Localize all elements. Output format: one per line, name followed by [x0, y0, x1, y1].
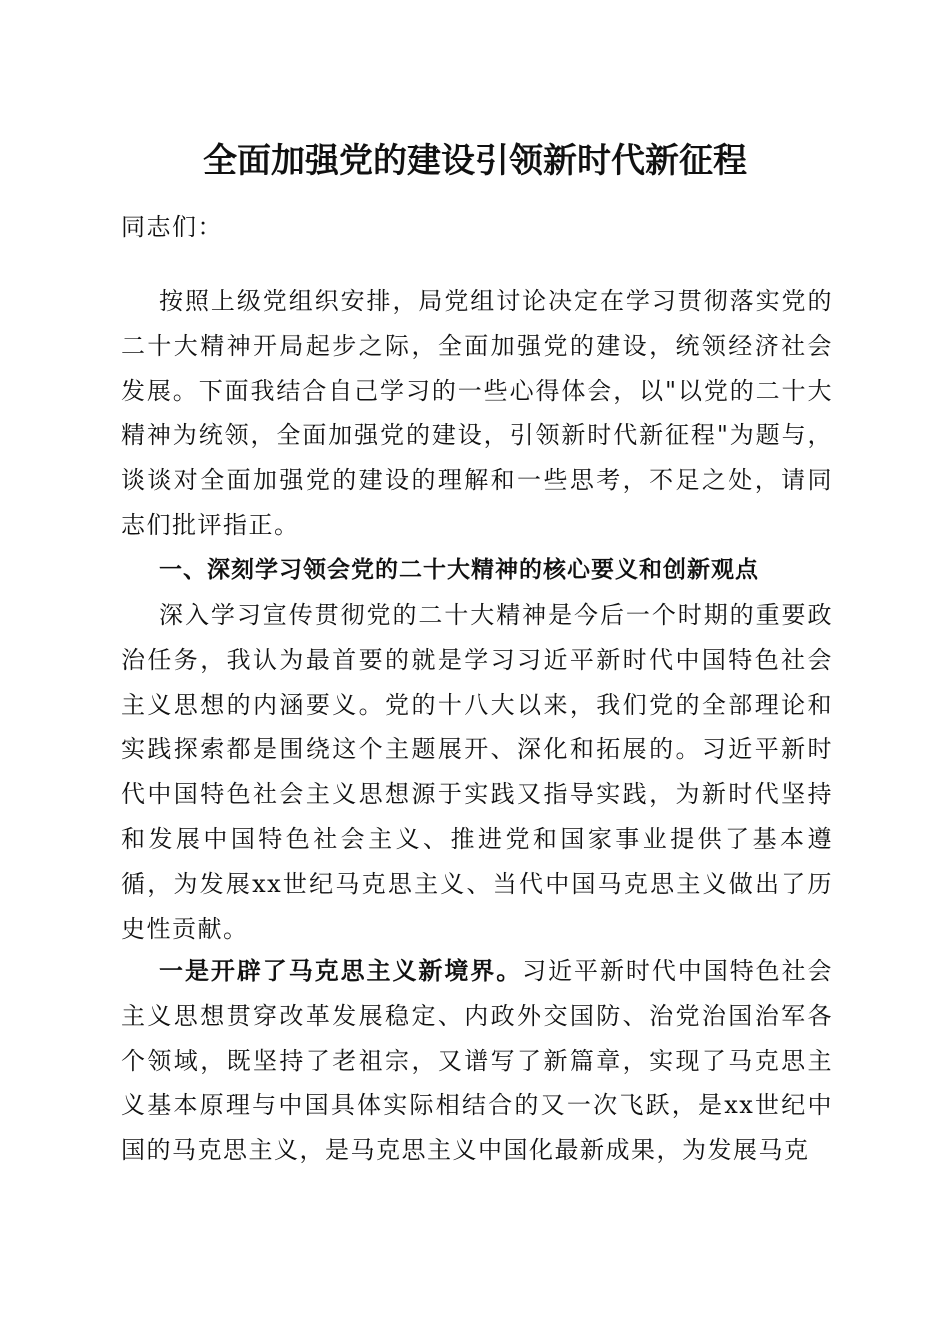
section-heading-1: 一、深刻学习领会党的二十大精神的核心要义和创新观点: [159, 557, 759, 583]
point-one-body: 习近平新时代中国特色社会主义思想贯穿改革发展稳定、内政外交国防、治党治国治军各个领域，既坚持了老祖宗，又谱写了新篇章，实现了马克思主义基本原理与中国具体实际相结合的又一次飞跃，是xx世纪中国的马克思主义，是马克思主义中国化最新成果，为发展马克: [121, 957, 834, 1165]
greeting-paragraph: 同志们：: [121, 213, 223, 241]
section-1-paragraph: 深入学习宣传贯彻党的二十大精神是今后一个时期的重要政治任务，我认为最首要的就是学习习近平新时代中国特色社会主义思想的内涵要义。党的十八大以来，我们党的全部理论和实践探索都是围绕这个主题展开、深化和拓展的。习近平新时代中国特色社会主义思想源于实践又指导实践，为新时代坚持和发展中国特色社会主义、推进党和国家事业提供了基本遵循，为发展xx世纪马克思主义、当代中国马克思主义做出了历史性贡献。: [121, 601, 833, 943]
document-title: 全面加强党的建设引领新时代新征程: [203, 141, 747, 181]
point-one-paragraph: [121, 949, 833, 1173]
intro-paragraph: 按照上级党组织安排，局党组讨论决定在学习贯彻落实党的二十大精神开局起步之际，全面加强党的建设，统领经济社会发展。下面我结合自己学习的一些心得体会，以"以党的二十大精神为统领，全面加强党的建设，引领新时代新征程"为题与，谈谈对全面加强党的建设的理解和一些思考，不足之处，请同志们批评指正。: [121, 287, 833, 539]
point-one-lead: 一是开辟了马克思主义新境界。: [159, 956, 523, 985]
